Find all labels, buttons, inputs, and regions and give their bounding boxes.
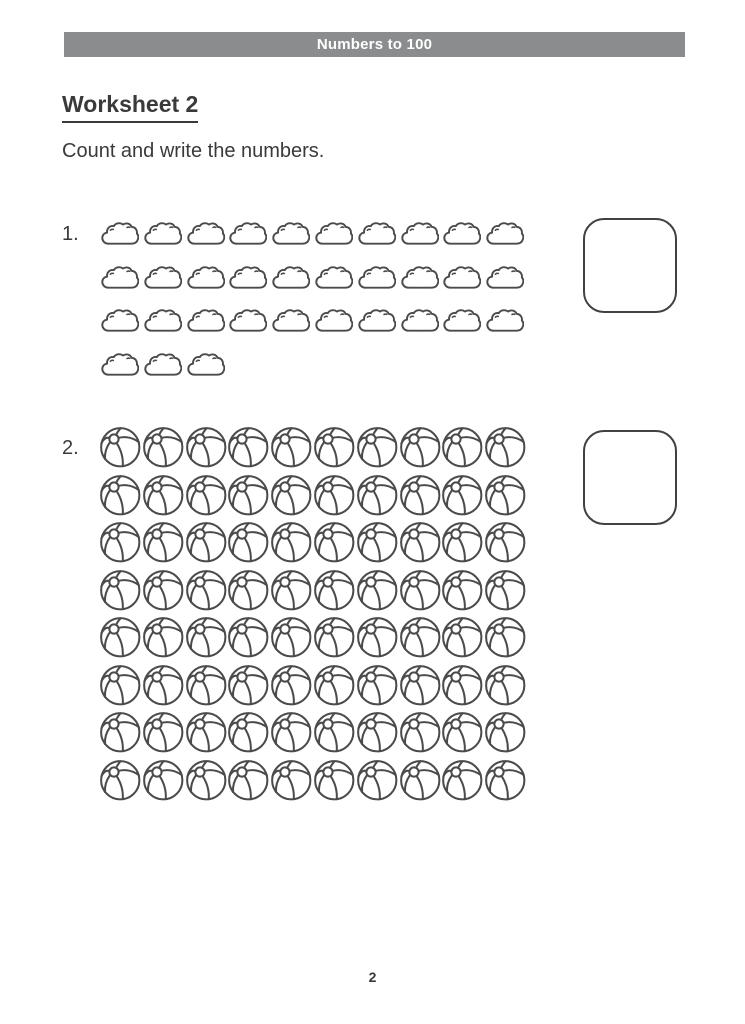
cloud-icon bbox=[186, 221, 229, 265]
worksheet-title: Worksheet 2 bbox=[62, 91, 198, 123]
beachball-grid bbox=[99, 426, 527, 806]
beachball-icon bbox=[399, 569, 442, 617]
cloud-icon bbox=[357, 221, 400, 265]
beachball-icon bbox=[313, 759, 356, 807]
beachball-icon bbox=[142, 474, 185, 522]
beachball-icon bbox=[142, 759, 185, 807]
beachball-icon bbox=[227, 711, 270, 759]
cloud-icon bbox=[100, 352, 143, 396]
cloud-icon bbox=[143, 352, 186, 396]
beachball-icon bbox=[185, 616, 228, 664]
beachball-icon bbox=[185, 711, 228, 759]
beachball-icon bbox=[99, 616, 142, 664]
beachball-icon bbox=[142, 664, 185, 712]
cloud-icon bbox=[143, 221, 186, 265]
beachball-icon bbox=[441, 474, 484, 522]
beachball-icon bbox=[441, 664, 484, 712]
beachball-icon bbox=[270, 616, 313, 664]
beachball-icon bbox=[313, 521, 356, 569]
cloud-icon bbox=[400, 265, 443, 309]
cloud-icon bbox=[442, 308, 485, 352]
cloud-icon bbox=[186, 352, 229, 396]
beachball-icon bbox=[99, 521, 142, 569]
beachball-icon bbox=[142, 426, 185, 474]
beachball-icon bbox=[399, 521, 442, 569]
cloud-icon bbox=[485, 308, 528, 352]
beachball-icon bbox=[356, 664, 399, 712]
beachball-icon bbox=[356, 569, 399, 617]
beachball-icon bbox=[185, 569, 228, 617]
beachball-icon bbox=[313, 616, 356, 664]
beachball-icon bbox=[484, 616, 527, 664]
beachball-icon bbox=[441, 759, 484, 807]
beachball-icon bbox=[484, 521, 527, 569]
header-bar bbox=[64, 32, 685, 57]
cloud-icon bbox=[100, 265, 143, 309]
beachball-icon bbox=[313, 426, 356, 474]
beachball-icon bbox=[399, 616, 442, 664]
beachball-icon bbox=[441, 711, 484, 759]
beachball-icon bbox=[356, 474, 399, 522]
beachball-icon bbox=[399, 664, 442, 712]
beachball-icon bbox=[99, 664, 142, 712]
cloud-icon bbox=[314, 265, 357, 309]
cloud-icon bbox=[271, 308, 314, 352]
beachball-icon bbox=[99, 474, 142, 522]
beachball-icon bbox=[313, 664, 356, 712]
beachball-icon bbox=[484, 664, 527, 712]
cloud-icon bbox=[357, 265, 400, 309]
beachball-icon bbox=[313, 569, 356, 617]
beachball-icon bbox=[142, 521, 185, 569]
beachball-icon bbox=[399, 711, 442, 759]
beachball-icon bbox=[356, 426, 399, 474]
answer-box-1[interactable] bbox=[583, 218, 677, 313]
cloud-icon bbox=[186, 308, 229, 352]
exercise-1-number: 1. bbox=[62, 223, 79, 245]
beachball-icon bbox=[441, 521, 484, 569]
beachball-icon bbox=[356, 616, 399, 664]
cloud-icon bbox=[228, 265, 271, 309]
beachball-icon bbox=[313, 711, 356, 759]
beachball-icon bbox=[484, 711, 527, 759]
beachball-icon bbox=[270, 426, 313, 474]
beachball-icon bbox=[270, 474, 313, 522]
cloud-icon bbox=[314, 221, 357, 265]
beachball-icon bbox=[99, 569, 142, 617]
cloud-grid bbox=[100, 221, 528, 395]
beachball-icon bbox=[484, 474, 527, 522]
beachball-icon bbox=[99, 426, 142, 474]
cloud-icon bbox=[442, 265, 485, 309]
beachball-icon bbox=[356, 521, 399, 569]
cloud-icon bbox=[100, 221, 143, 265]
instruction-text: Count and write the numbers. bbox=[62, 140, 325, 162]
beachball-icon bbox=[142, 569, 185, 617]
page-number: 2 bbox=[368, 969, 377, 985]
answer-box-2[interactable] bbox=[583, 430, 677, 525]
cloud-icon bbox=[143, 308, 186, 352]
beachball-icon bbox=[356, 711, 399, 759]
beachball-icon bbox=[227, 569, 270, 617]
beachball-icon bbox=[185, 664, 228, 712]
cloud-icon bbox=[186, 265, 229, 309]
beachball-icon bbox=[185, 759, 228, 807]
cloud-icon bbox=[143, 265, 186, 309]
beachball-icon bbox=[484, 426, 527, 474]
cloud-icon bbox=[442, 221, 485, 265]
beachball-icon bbox=[399, 426, 442, 474]
beachball-icon bbox=[270, 521, 313, 569]
cloud-icon bbox=[485, 221, 528, 265]
beachball-icon bbox=[99, 759, 142, 807]
cloud-icon bbox=[357, 308, 400, 352]
beachball-icon bbox=[185, 521, 228, 569]
beachball-icon bbox=[185, 426, 228, 474]
beachball-icon bbox=[227, 759, 270, 807]
header-title: Numbers to 100 bbox=[316, 36, 433, 53]
cloud-icon bbox=[228, 221, 271, 265]
beachball-icon bbox=[227, 426, 270, 474]
cloud-icon bbox=[271, 221, 314, 265]
beachball-icon bbox=[399, 474, 442, 522]
beachball-icon bbox=[313, 474, 356, 522]
beachball-icon bbox=[484, 569, 527, 617]
cloud-icon bbox=[485, 265, 528, 309]
beachball-icon bbox=[270, 664, 313, 712]
beachball-icon bbox=[356, 759, 399, 807]
exercise-2-number: 2. bbox=[62, 437, 79, 459]
beachball-icon bbox=[270, 711, 313, 759]
cloud-icon bbox=[100, 308, 143, 352]
beachball-icon bbox=[441, 569, 484, 617]
beachball-icon bbox=[185, 474, 228, 522]
beachball-icon bbox=[484, 759, 527, 807]
beachball-icon bbox=[441, 426, 484, 474]
beachball-icon bbox=[270, 569, 313, 617]
cloud-icon bbox=[271, 265, 314, 309]
cloud-icon bbox=[400, 221, 443, 265]
beachball-icon bbox=[227, 616, 270, 664]
beachball-icon bbox=[142, 711, 185, 759]
beachball-icon bbox=[142, 616, 185, 664]
beachball-icon bbox=[399, 759, 442, 807]
beachball-icon bbox=[227, 474, 270, 522]
beachball-icon bbox=[227, 521, 270, 569]
beachball-icon bbox=[227, 664, 270, 712]
cloud-icon bbox=[228, 308, 271, 352]
beachball-icon bbox=[99, 711, 142, 759]
beachball-icon bbox=[270, 759, 313, 807]
beachball-icon bbox=[441, 616, 484, 664]
cloud-icon bbox=[314, 308, 357, 352]
cloud-icon bbox=[400, 308, 443, 352]
